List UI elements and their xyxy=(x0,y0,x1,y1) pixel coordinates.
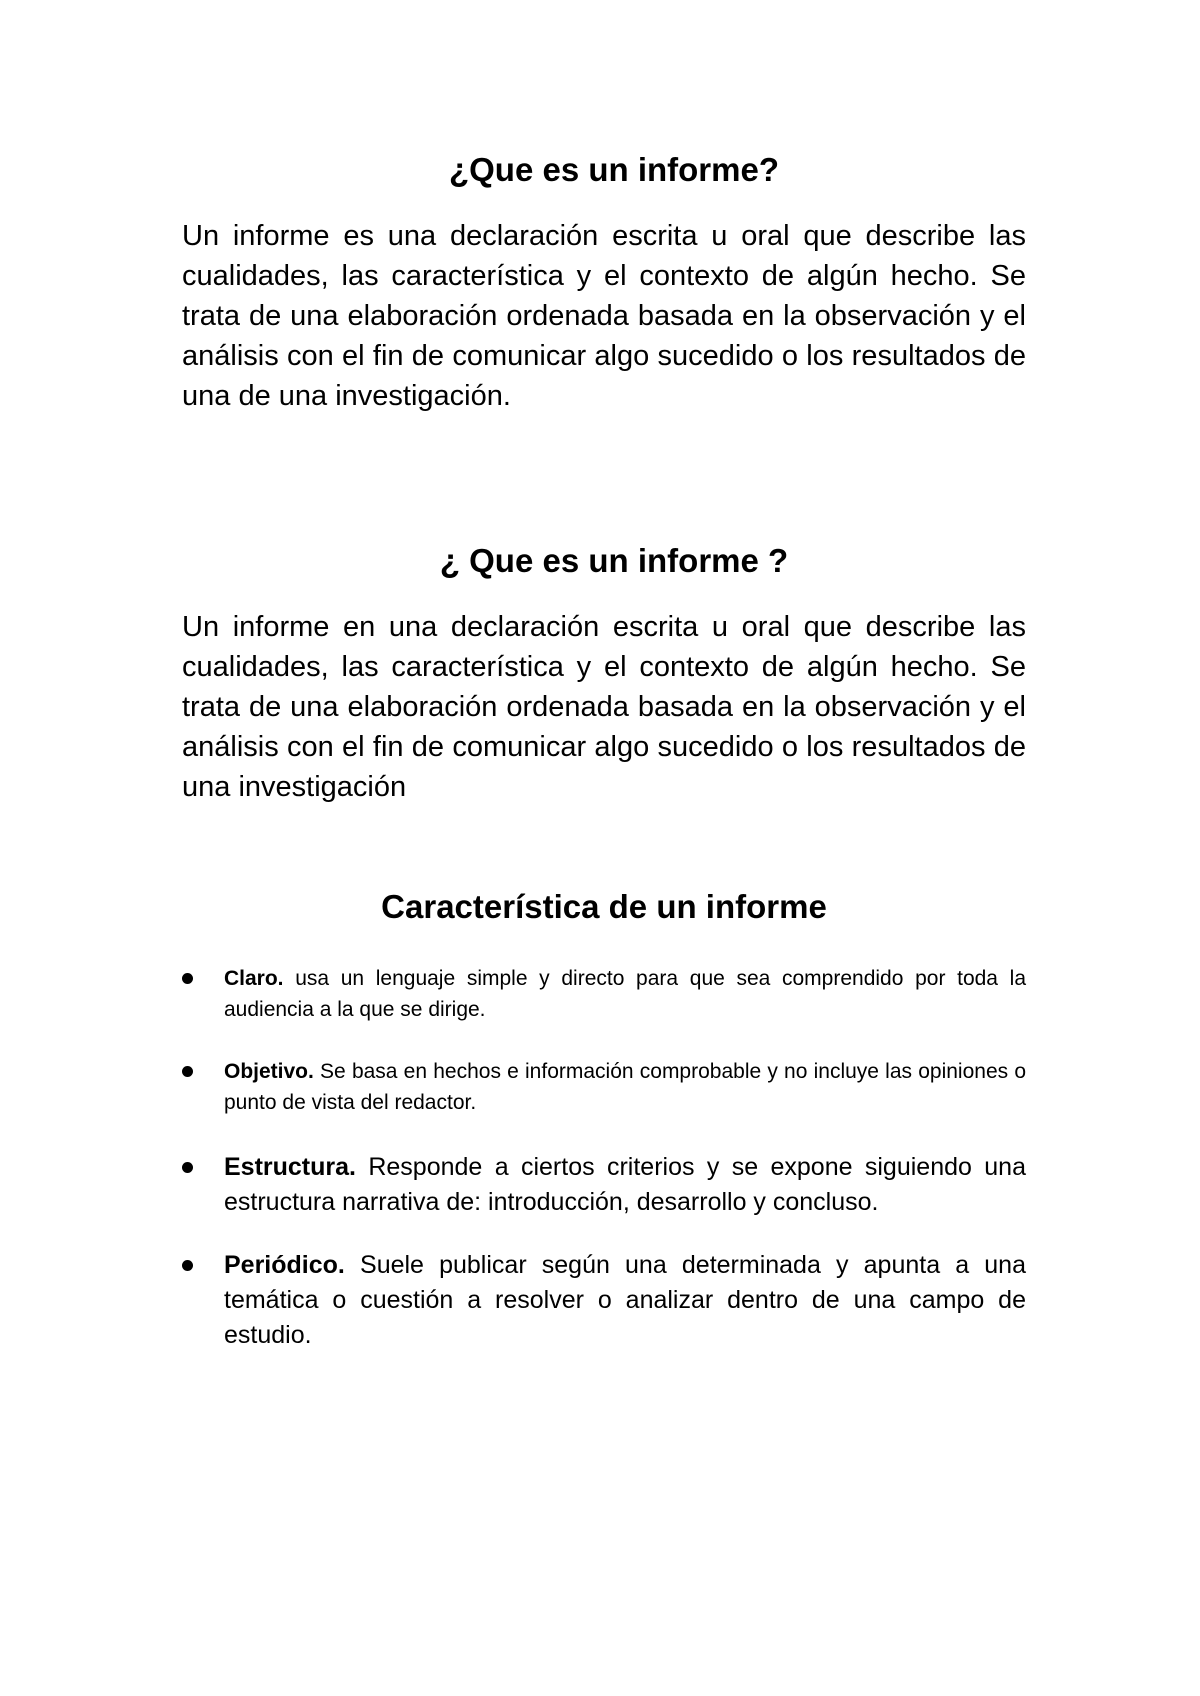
section-2-paragraph: Un informe en una declaración escrita u oral que describe las cualidades, las característica y el contexto de algún hecho. Se trata de una elaboración ordenada basada en la observación y el análisis con el fin de comunicar algo sucedido o los resultados de una investigación xyxy=(182,611,1026,803)
list-item-term: Periódico. xyxy=(224,1251,345,1279)
bullet-icon xyxy=(182,1162,193,1173)
section-1-paragraph: Un informe es una declaración escrita u oral que describe las cualidades, las característica y el contexto de algún hecho. Se trata de una elaboración ordenada basada en la observación y el análisis con el fin de comunicar algo sucedido o los resultados de una de una investigación. xyxy=(182,220,1026,412)
list-item-text: Se basa en hechos e información comprobable y no incluye las opiniones o punto de vista del redactor. xyxy=(224,1060,1026,1114)
document-content xyxy=(182,150,1026,1353)
bullet-icon xyxy=(182,973,193,984)
list-item-text: usa un lenguaje simple y directo para que sea comprendido por toda la audiencia a la que se dirige. xyxy=(224,967,1026,1021)
section-3-title: Característica de un informe xyxy=(381,888,827,925)
list-item-text: Suele publicar según una determinada y apunta a una temática o cuestión a resolver o analizar dentro de una campo de estudio. xyxy=(224,1251,1026,1349)
bullet-icon xyxy=(182,1066,193,1077)
list-item-text: Responde a ciertos criterios y se expone siguiendo una estructura narrativa de: introducción, desarrollo y concluso. xyxy=(224,1153,1026,1216)
characteristics-list xyxy=(182,963,1026,1353)
list-item-claro xyxy=(182,963,1026,1025)
list-item-term: Objetivo. xyxy=(224,1060,314,1083)
section-1-title: ¿Que es un informe? xyxy=(448,151,780,188)
section-2-title: ¿ Que es un informe ? xyxy=(439,542,789,579)
list-item-estructura xyxy=(182,1150,1026,1220)
bullet-icon xyxy=(182,1260,193,1271)
list-item-objetivo xyxy=(182,1056,1026,1118)
list-item-term: Claro. xyxy=(224,967,284,990)
list-item-term: Estructura. xyxy=(224,1153,356,1181)
list-item-periodico xyxy=(182,1248,1026,1353)
